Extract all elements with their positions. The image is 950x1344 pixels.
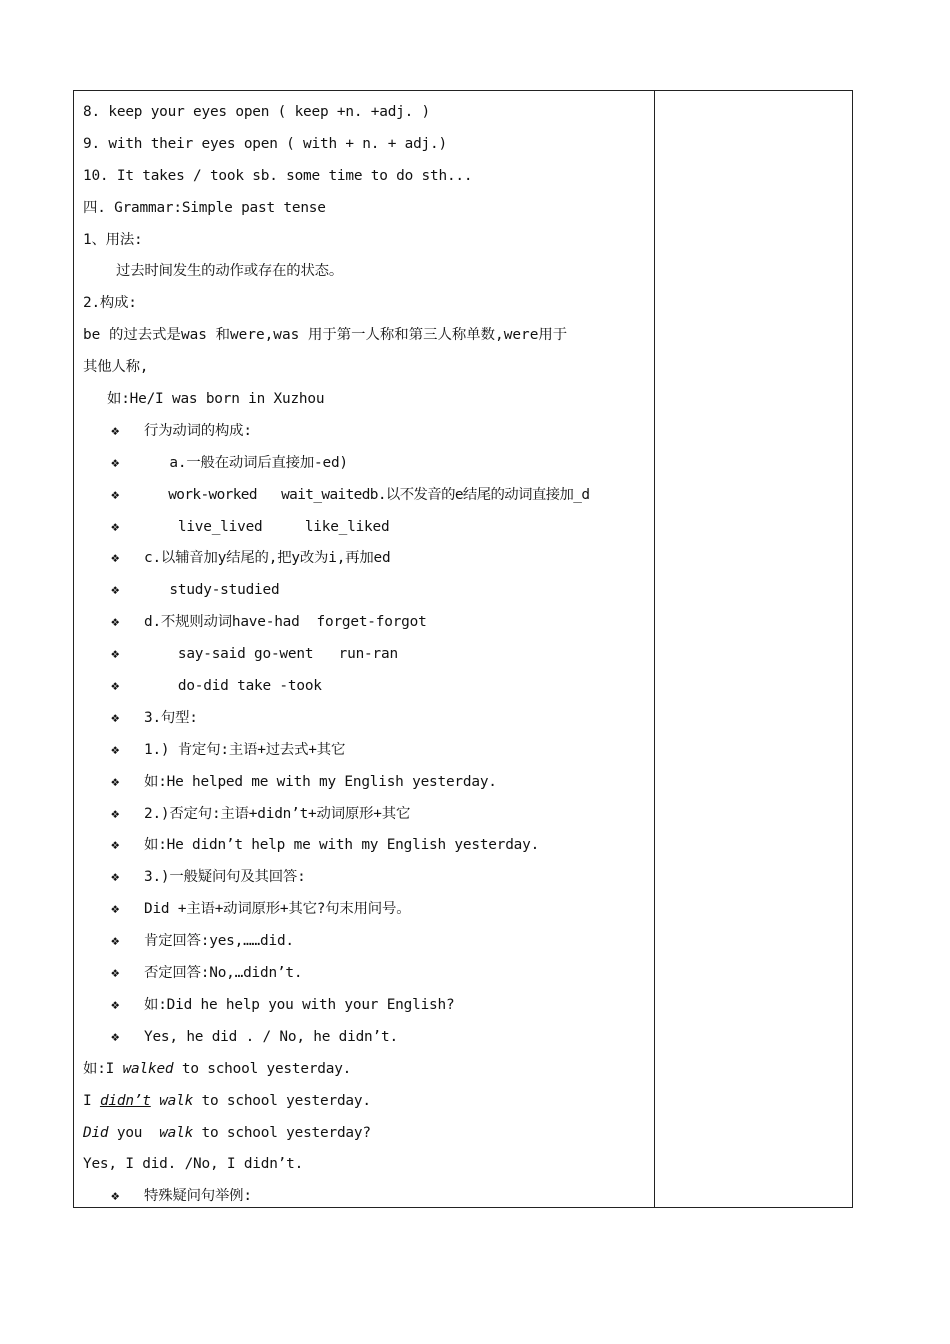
formation-heading: 2.构成: xyxy=(83,295,137,312)
diamond-bullet-icon: ❖ xyxy=(111,678,120,695)
diamond-bullet-icon: ❖ xyxy=(111,741,120,758)
bullet-item: ❖ 3.)一般疑问句及其回答: xyxy=(83,862,648,894)
grammar-heading: 四. Grammar:Simple past tense xyxy=(83,199,326,216)
diamond-bullet-icon: ❖ xyxy=(111,773,120,790)
bullet-item: ❖ a.一般在动词后直接加-ed) xyxy=(83,448,648,480)
lesson-table xyxy=(73,90,853,1208)
diamond-bullet-icon: ❖ xyxy=(111,422,120,439)
bullet-item: ❖ live_lived like_liked xyxy=(83,512,648,544)
bullet-item: ❖ 如:Did he help you with your English? xyxy=(83,990,648,1022)
example-affirmative: 如:I walked to school yesterday. xyxy=(83,1060,352,1077)
bullet-item: ❖ do-did take -took xyxy=(83,671,648,703)
diamond-bullet-icon: ❖ xyxy=(111,518,120,535)
bullet-item: ❖ c.以辅音加y结尾的,把y改为i,再加ed xyxy=(83,543,648,575)
usage-text: 过去时间发生的动作或存在的状态。 xyxy=(116,263,344,280)
diamond-bullet-icon: ❖ xyxy=(111,869,120,886)
bullet-item: ❖ 肯定回答:yes,……did. xyxy=(83,926,648,958)
phrase-9: 9. with their eyes open ( with + n. + adj.) xyxy=(83,135,447,152)
diamond-bullet-icon: ❖ xyxy=(111,996,120,1013)
left-column xyxy=(83,97,648,1213)
example-negative: I didn’t walk to school yesterday. xyxy=(83,1092,371,1109)
diamond-bullet-icon: ❖ xyxy=(111,486,120,503)
formation-text-cont: 其他人称, xyxy=(83,359,149,376)
diamond-bullet-icon: ❖ xyxy=(111,646,120,663)
bullet-item: ❖ 特殊疑问句举例: xyxy=(83,1181,648,1213)
formation-text: be 的过去式是was 和were,was 用于第一人称和第三人称单数,were用于 xyxy=(83,327,568,344)
diamond-bullet-icon: ❖ xyxy=(111,805,120,822)
bullet-item: ❖ study-studied xyxy=(83,575,648,607)
bullet-item: ❖ Did +主语+动词原形+其它?句末用问号。 xyxy=(83,894,648,926)
diamond-bullet-icon: ❖ xyxy=(111,550,120,567)
diamond-bullet-icon: ❖ xyxy=(111,837,120,854)
bullet-item: ❖ 否定回答:No,…didn’t. xyxy=(83,958,648,990)
diamond-bullet-icon: ❖ xyxy=(111,1028,120,1045)
bullet-item: ❖ 行为动词的构成: xyxy=(83,416,648,448)
bullet-item: ❖ work-worked wait_waitedb.以不发音的e结尾的动词直接加_d xyxy=(83,480,648,512)
bullet-item: ❖ 1.) 肯定句:主语+过去式+其它 xyxy=(83,735,648,767)
diamond-bullet-icon: ❖ xyxy=(111,614,120,631)
bullet-item: ❖ 如:He didn’t help me with my English yesterday. xyxy=(83,830,648,862)
column-divider xyxy=(654,91,655,1207)
bullet-item: ❖ 2.)否定句:主语+didn’t+动词原形+其它 xyxy=(83,799,648,831)
phrase-10: 10. It takes / took sb. some time to do sth... xyxy=(83,167,473,184)
diamond-bullet-icon: ❖ xyxy=(111,454,120,471)
usage-heading: 1、用法: xyxy=(83,231,143,248)
bullet-item: ❖ 3.句型: xyxy=(83,703,648,735)
bullet-item: ❖ 如:He helped me with my English yesterday. xyxy=(83,767,648,799)
bullet-item: ❖ d.不规则动词have-had forget-forgot xyxy=(83,607,648,639)
diamond-bullet-icon: ❖ xyxy=(111,709,120,726)
phrase-8: 8. keep your eyes open ( keep +n. +adj. ) xyxy=(83,104,431,120)
diamond-bullet-icon: ❖ xyxy=(111,901,120,918)
example-answer: Yes, I did. /No, I didn’t. xyxy=(83,1156,304,1173)
bullet-item: ❖ say-said go-went run-ran xyxy=(83,639,648,671)
diamond-bullet-icon: ❖ xyxy=(111,1188,120,1205)
bullet-item: ❖ Yes, he did . / No, he didn’t. xyxy=(83,1022,648,1054)
be-example: 如:He/I was born in Xuzhou xyxy=(107,391,325,408)
example-question: Did you walk to school yesterday? xyxy=(83,1124,371,1141)
diamond-bullet-icon: ❖ xyxy=(111,965,120,982)
diamond-bullet-icon: ❖ xyxy=(111,933,120,950)
diamond-bullet-icon: ❖ xyxy=(111,582,120,599)
